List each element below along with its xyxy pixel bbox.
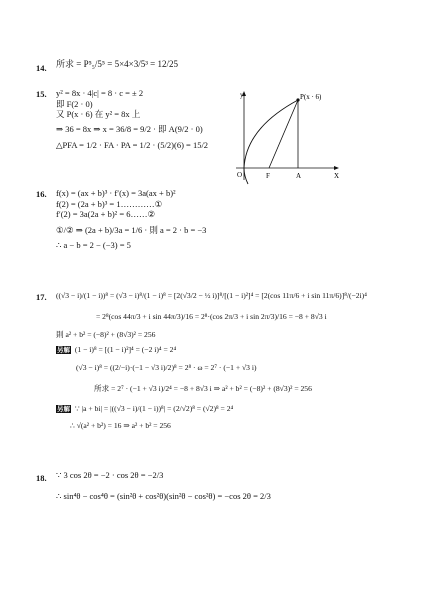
problem-15-line: 即 F(2 · 0) (56, 98, 93, 109)
problem-18-number: 18. (36, 473, 47, 483)
problem-15-line: ⇒ 36 = 8x ⇒ x = 36/8 = 9/2 · 即 A(9/2 · 0) (56, 123, 203, 134)
y-axis-label: y (240, 91, 244, 99)
point-a-label: A (296, 172, 302, 180)
problem-14-solution (56, 59, 178, 70)
problem-15-line: y² = 8x · 4|c| = 8 · c = ± 2 (56, 88, 144, 98)
origin-label: O (237, 171, 243, 179)
problem-15-line: 又 P(x · 6) 在 y² = 8x 上 (56, 109, 141, 119)
problem-15-solution (56, 88, 208, 151)
problem-16-line: f′(2) = 3a(2a + b)² = 6……② (56, 209, 156, 219)
problem-14-number: 14. (36, 63, 47, 73)
problem-17-line: ∵ |a + bi| = |((√3 − i)/(1 − i))⁸| = (2/√2)⁸ = (√2)⁸ = 2⁴ (74, 404, 234, 413)
problem-17-line: 所求 = 2⁷ · (−1 + √3 i)/2⁴ = −8 + 8√3 i ⇒ a² + b² = (−8)² + (8√3)² = 256 (94, 383, 312, 393)
problem-17-line: (√3 − i)⁸ = ((2/−i)·(−1 − √3 i)/2)⁸ = 2⁸ · ω = 2⁷ · (−1 + √3 i) (76, 363, 257, 372)
problem-15-line: △PFA = 1/2 · FA · PA = 1/2 · (5/2)(6) = 15/2 (56, 140, 209, 150)
problem-14-equation: 所求 = P⁵₅/5⁵ = 5×4×3/5³ = 12/25 (56, 59, 178, 69)
alternate-solution-tag: 另解 (57, 345, 70, 354)
problem-17-line: 則 a² + b² = (−8)² + (8√3)² = 256 (56, 330, 156, 339)
problem-17-line: = 2⁸(cos 44π/3 + i sin 44π/3)/16 = 2⁸·(cos 2π/3 + i sin 2π/3)/16 = −8 + 8√3 i (96, 312, 327, 321)
x-axis-label: X (334, 172, 340, 180)
x-axis-arrow (334, 166, 339, 170)
problem-18-line: ∵ 3 cos 2θ = −2 · cos 2θ = −2/3 (56, 470, 164, 480)
focus-label: F (266, 172, 270, 180)
parabola-curve (244, 100, 298, 184)
problem-17-line: ((√3 − i)/(1 − i))⁸ = (√3 − i)⁸/(1 − i)⁸ = [2(√3/2 − ½ i)]⁸/[(1 − i)²]⁴ = [2(cos 11π/6 + i sin 11π/6)]⁸/(−2i)⁴ (56, 291, 367, 300)
point-p-label: P(x · 6) (300, 93, 322, 101)
problem-16-solution (56, 188, 206, 251)
problem-16-line: ∴ a − b = 2 − (−3) = 5 (56, 240, 131, 250)
problem-16-number: 16. (36, 189, 47, 199)
problem-16-line: f(2) = (2a + b)³ = 1…………① (56, 198, 163, 209)
segment-fp (269, 100, 298, 168)
problem-18-solution (56, 470, 271, 501)
alternate-solution-tag: 另解 (57, 405, 70, 413)
problem-17-line: ∴ √(a² + b²) = 16 ⇒ a² + b² = 256 (70, 420, 171, 430)
problem-17-number: 17. (36, 292, 47, 302)
problem-18-line: ∴ sin⁴θ − cos⁴θ = (sin²θ + cos²θ)(sin²θ − cos²θ) = −cos 2θ = 2/3 (56, 490, 271, 501)
problem-17-line: (1 − i)⁸ = [(1 − i)²]⁴ = (−2 i)⁴ = 2⁴ (74, 344, 177, 354)
problem-15-number: 15. (36, 89, 47, 99)
problem-16-line: f(x) = (ax + b)³ · f′(x) = 3a(ax + b)² (56, 188, 176, 198)
problem-16-line: ①/② ⇒ (2a + b)/3a = 1/6 · 則 a = 2 · b = −3 (56, 224, 207, 235)
problem-17-solution (56, 286, 367, 431)
parabola-graph (232, 88, 342, 188)
